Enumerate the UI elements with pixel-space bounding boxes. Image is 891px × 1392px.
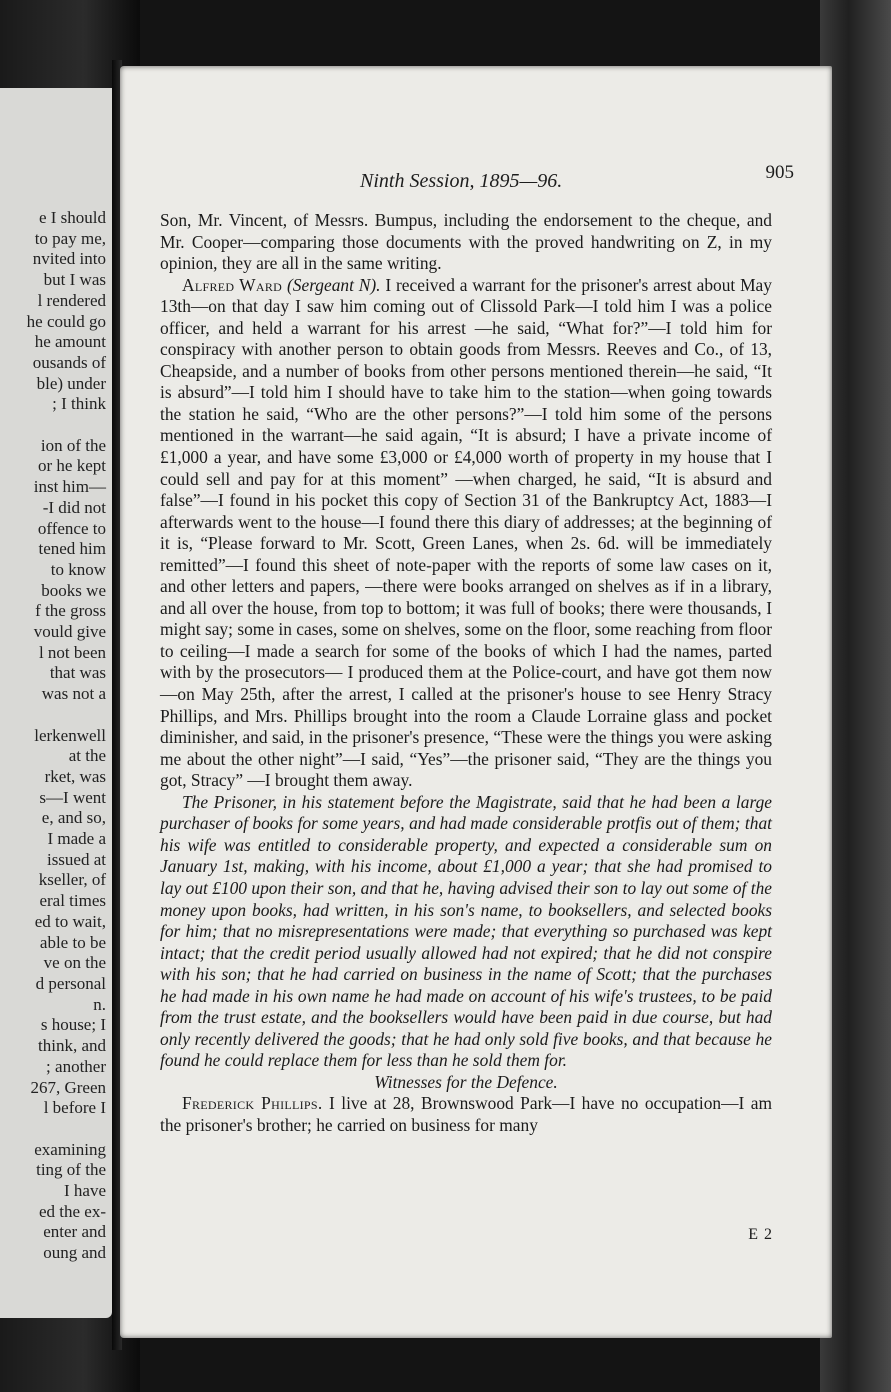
facing-page-line: 267, Green xyxy=(30,1077,106,1097)
facing-page-line: f the gross xyxy=(35,601,106,621)
facing-page-line: nvited into xyxy=(32,249,106,269)
facing-page-line: lerkenwell xyxy=(34,725,106,745)
page-number: 905 xyxy=(765,162,794,183)
paragraph-testimony-phillips xyxy=(160,1093,772,1136)
page-body xyxy=(160,210,772,1137)
facing-page-line: tened him xyxy=(38,539,106,559)
facing-page-line: books we xyxy=(41,580,106,600)
facing-page-line: ; I think xyxy=(52,394,106,414)
facing-page-line: able to be xyxy=(39,932,106,952)
facing-page-line: eral times xyxy=(39,891,106,911)
facing-page-line: but I was xyxy=(43,270,106,290)
facing-page-line: kseller, of xyxy=(38,870,106,890)
facing-page-line: d personal xyxy=(35,973,106,993)
signature-mark: E 2 xyxy=(748,1226,773,1243)
facing-page-line: oung and xyxy=(43,1243,106,1263)
facing-page-line: to pay me, xyxy=(34,228,106,248)
facing-page-text xyxy=(0,208,106,1264)
testimony-text: I received a warrant for the prisoner's arrest about May 13th—on that day I saw him coming out of Clissold Park—I told him I was a police officer, and held a warrant for his arrest —he said, “What for?”—I told him for conspiracy with another person to obtain goods from Messrs. Reeves and Co., of 13, Cheapside, and a number of books from other persons mentioned therein—he said, “It is absurd”—I told him I should have to take him to the station—when going towards the station he said, “Who are the other persons?”—I told him some of the persons mentioned in the warrant—he said again, “It is absurd; I have a private income of £1,000 a year, and have some £3,000 or £4,000 worth of property in my house that I could sell and pay for at this moment” —when charged, he said, “It is absurd and false”—I found in his pocket this copy of Section 31 of the Bankruptcy Act, 1883—I afterwards went to the house—I found there this diary of addresses; at the beginning of it is, “Please forward to Mr. Scott, Green Lanes, when 2s. 6d. will be immediately remitted”—I found this sheet of note-paper with the reports of some law cases on it, and other letters and papers, —there were books arranged on shelves as if in a library, and all over the house, from top to bottom; it was full of books; there were thousands, I might say; some in cases, some on shelves, some on the floor, some reaching from floor to ceiling—I made a search for some of the books of which I had the names, parted with by the prosecutors— I produced them at the Police-court, and have got them now—on May 25th, after the arrest, I called at the prisoner's house to see Henry Stracy Phillips, and Mrs. Phillips brought into the room a Claude Lorraine glass and pocket diminisher, and said, in the prisoner's presence, “These were the things you were asking me about the other night”—I said, “Yes”—the prisoner said, “They are the things you got, Stracy” —I brought them away. xyxy=(160,274,772,791)
facing-page-line: to know xyxy=(50,559,106,579)
facing-page-line: enter and xyxy=(43,1222,106,1242)
witness-name: Frederick Phillips. xyxy=(182,1093,323,1114)
section-heading: Witnesses for the Defence. xyxy=(374,1071,558,1092)
facing-page-line: that was xyxy=(49,663,106,683)
testimony-text: I live at 28, Brownswood Park—I have no occupation—I am the prisoner's brother; he carried on business for many xyxy=(160,1093,772,1135)
facing-page-line: e I should xyxy=(38,208,106,227)
facing-page-line: or he kept xyxy=(38,456,106,476)
paragraph-testimony-ward xyxy=(160,275,772,792)
facing-page-line: ble) under xyxy=(36,373,106,393)
facing-page-line: ting of the xyxy=(36,1160,106,1180)
facing-page-line: examining xyxy=(34,1139,106,1159)
facing-page-line: rket, was xyxy=(44,766,106,786)
facing-page-line xyxy=(0,1119,106,1140)
paragraph-continuation: Son, Mr. Vincent, of Messrs. Bumpus, including the endorsement to the cheque, and Mr. Cooper—comparing those documents with the proved handwriting on Z, in my opinion, they are all in the same writing. xyxy=(160,210,772,274)
facing-page-line: he could go xyxy=(26,311,106,331)
facing-page-line xyxy=(0,705,106,726)
facing-page-line: ed the ex- xyxy=(38,1201,106,1221)
facing-page-line: e, and so, xyxy=(41,808,106,828)
facing-page-line: inst him— xyxy=(33,477,106,497)
facing-page-line: n. xyxy=(93,994,106,1014)
facing-page-line: ed to wait, xyxy=(34,911,106,931)
paragraph-prisoner-statement: The Prisoner, in his statement before the Magistrate, said that he had been a large purchaser of books for some years, and had made considerable protfis out of them; that his wife was entitled to considerable property, and expected a considerable sum on January 1st, making, with his income, about £1,000 a year; that she had promised to lay out £100 upon their son, and that he, having advised their son to lay out some of the money upon books, had written, in his son's name, to booksellers, and selected books for him; that no misrepresentations were made; that everything so purchased was kept intact; that the credit period usually allowed had not expired; that he did not conspire with his son; that he had carried on business in the name of Scott; that the purchases he had made in his own name he had made on account of his wife's trustees, to be paid from the trust estate, and the booksellers would have been paid in due course, but had only recently delivered the goods; that he had only sold five books, and that because he found he could replace them for less than he sold them for. xyxy=(160,791,772,1071)
facing-page-line: he amount xyxy=(34,332,106,352)
facing-page-line: think, and xyxy=(38,1036,106,1056)
facing-page-line: s—I went xyxy=(39,787,106,807)
facing-page-line: l before I xyxy=(43,1098,106,1118)
facing-page-line: ousands of xyxy=(32,352,106,372)
facing-page-line: vould give xyxy=(33,622,106,642)
witness-role: (Sergeant N). xyxy=(286,274,381,295)
facing-page-line: ve on the xyxy=(43,953,106,973)
facing-page-line: offence to xyxy=(37,518,106,538)
facing-page-line: was not a xyxy=(41,684,106,704)
witness-name: Alfred Ward xyxy=(182,274,283,295)
facing-page-line xyxy=(0,415,106,436)
facing-page-line: s house; I xyxy=(40,1015,106,1035)
facing-page-line: l rendered xyxy=(37,290,106,310)
book-page xyxy=(120,66,832,1338)
facing-page-edge xyxy=(0,88,112,1318)
facing-page-line: ; another xyxy=(46,1056,106,1076)
facing-page-line: issued at xyxy=(46,849,106,869)
facing-page-line: I made a xyxy=(47,829,106,849)
facing-page-line: I have xyxy=(63,1181,106,1200)
facing-page-line: at the xyxy=(68,746,106,766)
facing-page-line: ion of the xyxy=(40,435,106,455)
facing-page-line: -I did not xyxy=(42,497,106,517)
page-header xyxy=(120,162,832,198)
running-head: Ninth Session, 1895—96. xyxy=(360,170,563,192)
facing-page-line: l not been xyxy=(38,642,106,662)
